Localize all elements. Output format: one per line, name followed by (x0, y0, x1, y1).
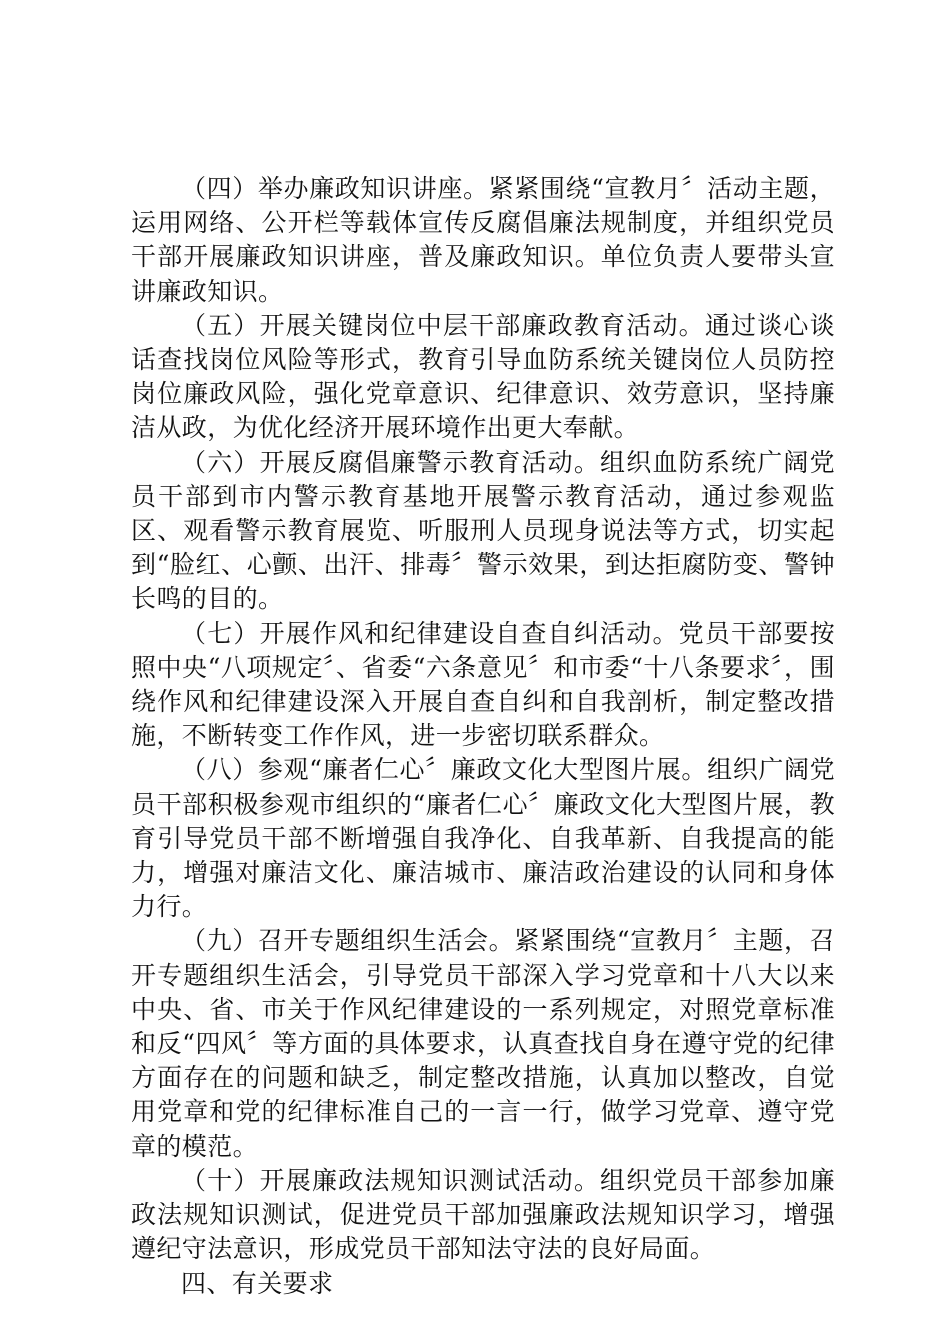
document-body (131, 172, 835, 1301)
paragraph-key-posts: （五）开展关键岗位中层干部廉政教育活动。通过谈心谈话查找岗位风险等形式，教育引导血防系统关键岗位人员防控岗位廉政风险，强化党章意识、纪律意识、效劳意识，坚持廉洁从政，为优化经济开展环境作出更大奉献。 (131, 310, 835, 443)
paragraph-photo-exhibition: （八）参观“廉者仁心〞廉政文化大型图片展。组织广阔党员干部积极参观市组织的“廉者仁心〞廉政文化大型图片展，教育引导党员干部不断增强自我净化、自我革新、自我提高的能力，增强对廉洁文化、廉洁城市、廉洁政治建设的认同和身体力行。 (131, 755, 835, 922)
section-heading-requirements: 四、有关要求 (181, 1268, 334, 1298)
paragraph-warning-education: （六）开展反腐倡廉警示教育活动。组织血防系统广阔党员干部到市内警示教育基地开展警示教育活动，通过参观监区、观看警示教育展览、听服刑人员现身说法等方式，切实起到“脸红、心颤、出汗、排毒〞警示效果，到达拒腐防变、警钟长鸣的目的。 (131, 447, 835, 614)
paragraph-knowledge-test: （十）开展廉政法规知识测试活动。组织党员干部参加廉政法规知识测试，促进党员干部加强廉政法规知识学习，增强遵纪守法意识，形成党员干部知法守法的良好局面。 (131, 1165, 835, 1264)
paragraph-lecture: （四）举办廉政知识讲座。紧紧围绕“宣教月〞活动主题，运用网络、公开栏等载体宣传反腐倡廉法规制度，并组织党员干部开展廉政知识讲座，普及廉政知识。单位负责人要带头宣讲廉政知识。 (131, 174, 835, 306)
paragraph-life-meeting: （九）召开专题组织生活会。紧紧围绕“宣教月〞主题，召开专题组织生活会，引导党员干部深入学习党章和十八大以来中央、省、市关于作风纪律建设的一系列规定，对照党章标准和反“四风〞等方面的具体要求，认真查找自身在遵守党的纪律方面存在的问题和缺乏，制定整改措施，认真加以整改，自觉用党章和党的纪律标准自己的一言一行，做学习党章、遵守党章的模范。 (131, 926, 835, 1161)
paragraph-self-inspection: （七）开展作风和纪律建设自查自纠活动。党员干部要按照中央“八项规定〞、省委“六条意见〞和市委“十八条要求〞，围绕作风和纪律建设深入开展自查自纠和自我剖析，制定整改措施，不断转变工作作风，进一步密切联系群众。 (131, 618, 835, 751)
